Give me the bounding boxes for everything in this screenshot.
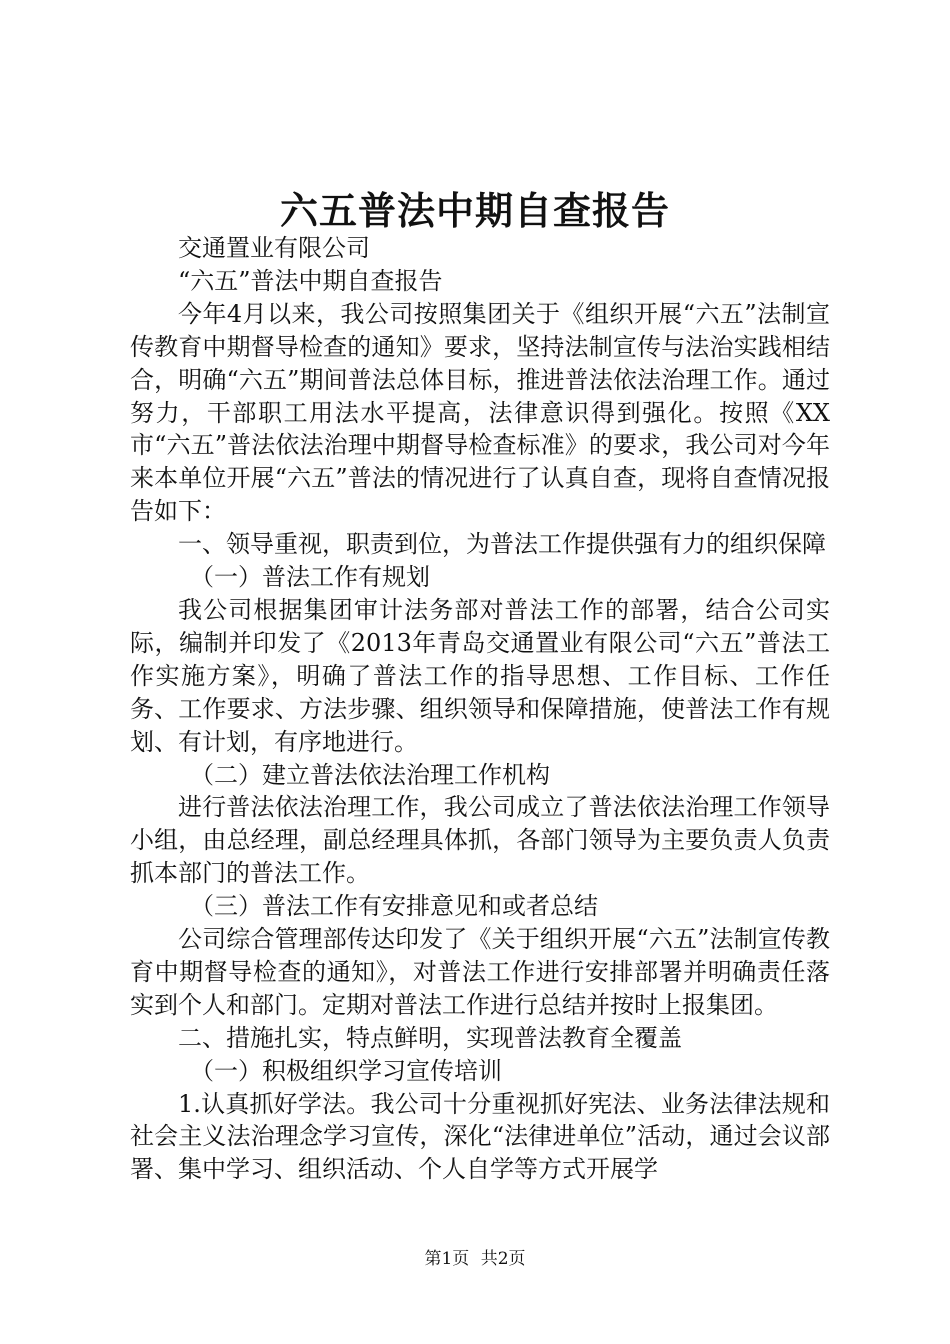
paragraph-2-1: 1.认真抓好学法。我公司十分重视抓好宪法、业务法律法规和社会主义法治理念学习宣传，深化“法律进单位”活动，通过会议部署、集中学习、组织活动、个人自学等方式开展学 — [130, 1089, 830, 1184]
paragraph-company: 交通置业有限公司 — [178, 234, 370, 262]
paragraph-report-heading: “六五”普法中期自查报告 — [178, 266, 443, 295]
subsection-heading-1-2: （二）建立普法依法治理工作机构 — [190, 760, 550, 789]
subsection-heading-1-1: （一）普法工作有规划 — [190, 563, 430, 592]
subsection-heading-1-3: （三）普法工作有安排意见和或者总结 — [190, 892, 598, 921]
paragraph-1-3: 公司综合管理部传达印发了《关于组织开展“六五”法制宣传教育中期督导检查的通知》，对普法工作进行安排部署并明确责任落实到个人和部门。定期对普法工作进行总结并按时上报集团。 — [130, 925, 830, 1019]
paragraph-1-2: 进行普法依法治理工作，我公司成立了普法依法治理工作领导小组，由总经理，副总经理具体抓，各部门领导为主要负责人负责抓本部门的普法工作。 — [130, 793, 830, 888]
subsection-heading-2-1: （一）积极组织学习宣传培训 — [190, 1056, 502, 1085]
page-number: 第1页 — [424, 1249, 470, 1269]
section-heading-2: 二、措施扎实，特点鲜明，实现普法教育全覆盖 — [178, 1023, 682, 1052]
page-footer — [0, 1244, 950, 1269]
paragraph-intro: 今年4月以来，我公司按照集团关于《组织开展“六五”法制宣传教育中期督导检查的通知》要求，坚持法制宣传与法治实践相结合，明确“六五”期间普法总体目标，推进普法依法治理工作。通过努力，干部职工用法水平提高，法律意识得到强化。按照《XX市“六五”普法依法治理中期督导检查标准》的要求，我公司对今年来本单位开展“六五”普法的情况进行了认真自查，现将自查情况报告如下： — [130, 299, 830, 526]
document-body — [130, 232, 830, 1186]
document-title: 六五普法中期自查报告 — [279, 188, 670, 233]
paragraph-1-1: 我公司根据集团审计法务部对普法工作的部署，结合公司实际，编制并印发了《2013年青岛交通置业有限公司“六五”普法工作实施方案》，明确了普法工作的指导思想、工作目标、工作任务、工作要求、方法步骤、组织领导和保障措施，使普法工作有规划、有计划，有序地进行。 — [130, 595, 830, 756]
page-total: 共2页 — [480, 1249, 526, 1269]
section-heading-1: 一、领导重视，职责到位，为普法工作提供强有力的组织保障 — [178, 530, 826, 559]
